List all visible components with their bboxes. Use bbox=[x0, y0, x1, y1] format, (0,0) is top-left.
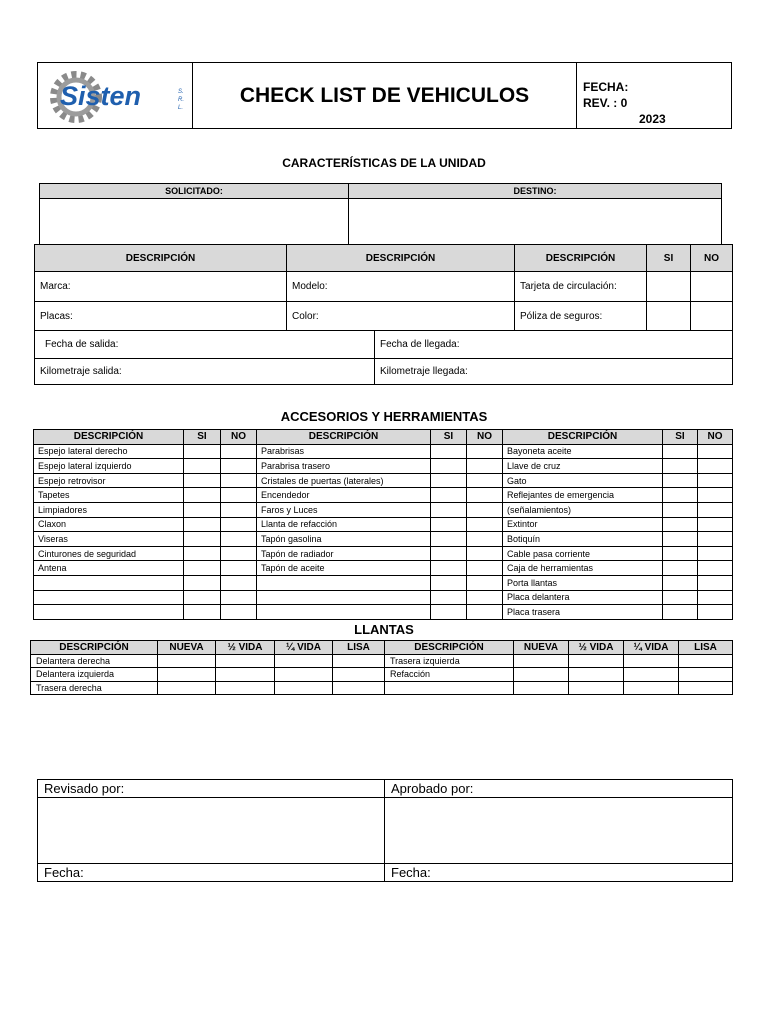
acc-header: NO bbox=[467, 430, 503, 445]
accesorios-row bbox=[34, 546, 733, 561]
accesorio-no-cell[interactable] bbox=[698, 444, 733, 459]
accesorio-no-cell[interactable] bbox=[698, 488, 733, 503]
accesorio-no-cell[interactable] bbox=[221, 473, 257, 488]
accesorios-row bbox=[34, 502, 733, 517]
accesorio-no-cell[interactable] bbox=[698, 605, 733, 620]
accesorio-label: Parabrisas bbox=[257, 444, 431, 459]
accesorio-no-cell[interactable] bbox=[221, 459, 257, 474]
accesorio-label: Cable pasa corriente bbox=[503, 546, 663, 561]
acc-header: SI bbox=[663, 430, 698, 445]
accesorio-si-cell[interactable] bbox=[184, 517, 221, 532]
acc-header: DESCRIPCIÓN bbox=[34, 430, 184, 445]
llantas-row bbox=[31, 668, 733, 682]
accesorio-label: Cinturones de seguridad bbox=[34, 546, 184, 561]
accesorio-si-cell[interactable] bbox=[663, 517, 698, 532]
llanta-state-cell[interactable] bbox=[624, 654, 679, 668]
accesorio-no-cell[interactable] bbox=[467, 444, 503, 459]
accesorio-no-cell[interactable] bbox=[698, 546, 733, 561]
accesorio-label: Parabrisa trasero bbox=[257, 459, 431, 474]
llanta-state-cell[interactable] bbox=[624, 668, 679, 682]
accesorio-si-cell[interactable] bbox=[431, 546, 467, 561]
llantas-header: ¼ VIDA bbox=[275, 641, 333, 655]
llantas-table bbox=[30, 640, 733, 695]
llanta-state-cell[interactable] bbox=[679, 668, 733, 682]
accesorio-label: Limpiadores bbox=[34, 502, 184, 517]
accesorio-label: Reflejantes de emergencia bbox=[503, 488, 663, 503]
llantas-header: LISA bbox=[679, 641, 733, 655]
llantas-header: NUEVA bbox=[514, 641, 569, 655]
accesorios-row bbox=[34, 517, 733, 532]
company-logo bbox=[38, 63, 193, 128]
accesorios-row bbox=[34, 459, 733, 474]
llanta-state-cell[interactable] bbox=[514, 681, 569, 695]
accesorio-no-cell[interactable] bbox=[698, 517, 733, 532]
llanta-state-cell[interactable] bbox=[514, 654, 569, 668]
unidad-table bbox=[34, 244, 733, 385]
accesorio-label: Tapón gasolina bbox=[257, 532, 431, 547]
accesorio-no-cell[interactable] bbox=[221, 502, 257, 517]
accesorio-si-cell[interactable] bbox=[431, 561, 467, 576]
solicitud-table bbox=[39, 183, 722, 245]
solicitado-field[interactable] bbox=[40, 199, 349, 245]
accesorio-si-cell[interactable] bbox=[663, 546, 698, 561]
llantas-row bbox=[31, 681, 733, 695]
llanta-label: Delantera derecha bbox=[31, 654, 158, 668]
accesorios-table bbox=[33, 429, 733, 620]
accesorio-no-cell[interactable] bbox=[221, 590, 257, 605]
accesorio-no-cell[interactable] bbox=[467, 488, 503, 503]
aprobado-signature-field[interactable] bbox=[385, 798, 733, 864]
accesorio-no-cell[interactable] bbox=[221, 561, 257, 576]
accesorio-label: Llave de cruz bbox=[503, 459, 663, 474]
llantas-title: LLANTAS bbox=[354, 622, 414, 637]
svg-text:L.: L. bbox=[178, 105, 184, 111]
llanta-state-cell[interactable] bbox=[514, 668, 569, 682]
accesorio-label: Placa trasera bbox=[503, 605, 663, 620]
accesorio-si-cell[interactable] bbox=[663, 502, 698, 517]
acc-header: SI bbox=[431, 430, 467, 445]
placas-field[interactable]: Placas: bbox=[35, 302, 287, 331]
accesorio-label: Extintor bbox=[503, 517, 663, 532]
llanta-state-cell[interactable] bbox=[158, 668, 216, 682]
accesorios-row bbox=[34, 488, 733, 503]
acc-header: NO bbox=[221, 430, 257, 445]
accesorios-row bbox=[34, 444, 733, 459]
llantas-header: NUEVA bbox=[158, 641, 216, 655]
document-meta bbox=[577, 63, 731, 128]
accesorios-row bbox=[34, 590, 733, 605]
accesorio-label bbox=[34, 590, 184, 605]
fecha-label: FECHA: bbox=[583, 80, 629, 94]
accesorio-si-cell[interactable] bbox=[431, 590, 467, 605]
accesorio-no-cell[interactable] bbox=[467, 532, 503, 547]
accesorio-label: Claxon bbox=[34, 517, 184, 532]
accesorio-no-cell[interactable] bbox=[221, 444, 257, 459]
accesorio-no-cell[interactable] bbox=[698, 561, 733, 576]
accesorio-label: Antena bbox=[34, 561, 184, 576]
svg-text:R.: R. bbox=[178, 97, 184, 103]
accesorio-si-cell[interactable] bbox=[431, 532, 467, 547]
desc-header-1: DESCRIPCIÓN bbox=[35, 245, 287, 272]
acc-header: NO bbox=[698, 430, 733, 445]
accesorio-label: Tapetes bbox=[34, 488, 184, 503]
accesorio-si-cell[interactable] bbox=[184, 575, 221, 590]
llanta-state-cell[interactable] bbox=[216, 668, 275, 682]
accesorios-row bbox=[34, 561, 733, 576]
llanta-state-cell[interactable] bbox=[679, 654, 733, 668]
accesorio-si-cell[interactable] bbox=[184, 488, 221, 503]
accesorio-si-cell[interactable] bbox=[663, 473, 698, 488]
accesorio-si-cell[interactable] bbox=[663, 459, 698, 474]
poliza-field: Póliza de seguros: bbox=[515, 302, 647, 331]
accesorio-no-cell[interactable] bbox=[467, 590, 503, 605]
modelo-field[interactable]: Modelo: bbox=[287, 272, 515, 302]
accesorio-no-cell[interactable] bbox=[467, 546, 503, 561]
accesorios-row bbox=[34, 532, 733, 547]
accesorio-label bbox=[257, 605, 431, 620]
accesorio-no-cell[interactable] bbox=[467, 502, 503, 517]
accesorio-si-cell[interactable] bbox=[663, 575, 698, 590]
accesorio-si-cell[interactable] bbox=[184, 532, 221, 547]
accesorio-no-cell[interactable] bbox=[467, 605, 503, 620]
accesorios-row bbox=[34, 575, 733, 590]
llanta-state-cell[interactable] bbox=[569, 681, 624, 695]
accesorio-si-cell[interactable] bbox=[184, 473, 221, 488]
accesorio-no-cell[interactable] bbox=[698, 590, 733, 605]
llanta-state-cell[interactable] bbox=[569, 654, 624, 668]
accesorio-si-cell[interactable] bbox=[663, 605, 698, 620]
llanta-state-cell[interactable] bbox=[216, 654, 275, 668]
accesorio-si-cell[interactable] bbox=[431, 444, 467, 459]
llanta-state-cell[interactable] bbox=[216, 681, 275, 695]
accesorio-label: Placa delantera bbox=[503, 590, 663, 605]
accesorios-title: ACCESORIOS Y HERRAMIENTAS bbox=[280, 409, 488, 424]
llantas-row bbox=[31, 654, 733, 668]
accesorio-label: Tapón de aceite bbox=[257, 561, 431, 576]
llantas-header: DESCRIPCIÓN bbox=[385, 641, 514, 655]
accesorio-label bbox=[34, 605, 184, 620]
rev-label: REV. : 0 bbox=[583, 96, 628, 110]
accesorio-si-cell[interactable] bbox=[431, 517, 467, 532]
si-header: SI bbox=[647, 245, 691, 272]
accesorio-label: (señalamientos) bbox=[503, 502, 663, 517]
accesorio-no-cell[interactable] bbox=[467, 459, 503, 474]
fecha-llegada-field[interactable]: Fecha de llegada: bbox=[375, 331, 733, 359]
accesorio-no-cell[interactable] bbox=[221, 517, 257, 532]
poliza-no-cell[interactable] bbox=[691, 302, 733, 331]
accesorio-label: Llanta de refacción bbox=[257, 517, 431, 532]
aprobado-label: Aprobado por: bbox=[385, 780, 733, 798]
llantas-header: ¼ VIDA bbox=[624, 641, 679, 655]
accesorio-si-cell[interactable] bbox=[184, 590, 221, 605]
llanta-state-cell[interactable] bbox=[333, 654, 385, 668]
accesorio-si-cell[interactable] bbox=[431, 459, 467, 474]
acc-header: SI bbox=[184, 430, 221, 445]
accesorio-no-cell[interactable] bbox=[698, 459, 733, 474]
accesorio-label bbox=[257, 575, 431, 590]
year-label: 2023 bbox=[639, 112, 666, 126]
llanta-label bbox=[385, 681, 514, 695]
accesorio-si-cell[interactable] bbox=[663, 532, 698, 547]
document-header bbox=[37, 62, 732, 129]
llanta-state-cell[interactable] bbox=[333, 668, 385, 682]
accesorio-si-cell[interactable] bbox=[431, 473, 467, 488]
accesorio-si-cell[interactable] bbox=[431, 488, 467, 503]
accesorio-label: Faros y Luces bbox=[257, 502, 431, 517]
km-salida-field[interactable]: Kilometraje salida: bbox=[35, 359, 375, 385]
accesorio-no-cell[interactable] bbox=[467, 473, 503, 488]
accesorio-si-cell[interactable] bbox=[431, 575, 467, 590]
aprobado-fecha-field[interactable]: Fecha: bbox=[385, 864, 733, 882]
accesorio-si-cell[interactable] bbox=[663, 444, 698, 459]
accesorio-no-cell[interactable] bbox=[467, 561, 503, 576]
revisado-fecha-field[interactable]: Fecha: bbox=[38, 864, 385, 882]
accesorio-label: Gato bbox=[503, 473, 663, 488]
poliza-si-cell[interactable] bbox=[647, 302, 691, 331]
accesorios-row bbox=[34, 473, 733, 488]
accesorio-label: Tapón de radiador bbox=[257, 546, 431, 561]
llanta-label: Delantera izquierda bbox=[31, 668, 158, 682]
accesorio-si-cell[interactable] bbox=[184, 561, 221, 576]
accesorio-si-cell[interactable] bbox=[431, 502, 467, 517]
tarjeta-field: Tarjeta de circulación: bbox=[515, 272, 647, 302]
llanta-state-cell[interactable] bbox=[679, 681, 733, 695]
accesorio-si-cell[interactable] bbox=[184, 444, 221, 459]
llanta-state-cell[interactable] bbox=[333, 681, 385, 695]
llantas-header: LISA bbox=[333, 641, 385, 655]
accesorio-no-cell[interactable] bbox=[221, 546, 257, 561]
accesorio-no-cell[interactable] bbox=[698, 502, 733, 517]
accesorio-no-cell[interactable] bbox=[698, 575, 733, 590]
llanta-state-cell[interactable] bbox=[158, 654, 216, 668]
llanta-label: Trasera derecha bbox=[31, 681, 158, 695]
accesorio-label bbox=[257, 590, 431, 605]
accesorios-row bbox=[34, 605, 733, 620]
llantas-header: DESCRIPCIÓN bbox=[31, 641, 158, 655]
color-field[interactable]: Color: bbox=[287, 302, 515, 331]
accesorio-si-cell[interactable] bbox=[663, 590, 698, 605]
llanta-state-cell[interactable] bbox=[624, 681, 679, 695]
accesorio-si-cell[interactable] bbox=[184, 502, 221, 517]
tarjeta-si-cell[interactable] bbox=[647, 272, 691, 302]
accesorio-no-cell[interactable] bbox=[467, 575, 503, 590]
accesorio-label: Espejo lateral derecho bbox=[34, 444, 184, 459]
revisado-label: Revisado por: bbox=[38, 780, 385, 798]
accesorio-no-cell[interactable] bbox=[698, 532, 733, 547]
desc-header-3: DESCRIPCIÓN bbox=[515, 245, 647, 272]
accesorio-no-cell[interactable] bbox=[698, 473, 733, 488]
llantas-header: ½ VIDA bbox=[216, 641, 275, 655]
llanta-label: Trasera izquierda bbox=[385, 654, 514, 668]
no-header: NO bbox=[691, 245, 733, 272]
accesorio-si-cell[interactable] bbox=[184, 546, 221, 561]
km-llegada-field[interactable]: Kilometraje llegada: bbox=[375, 359, 733, 385]
accesorio-si-cell[interactable] bbox=[184, 459, 221, 474]
accesorio-si-cell[interactable] bbox=[184, 605, 221, 620]
accesorio-si-cell[interactable] bbox=[663, 561, 698, 576]
accesorio-si-cell[interactable] bbox=[431, 605, 467, 620]
llanta-state-cell[interactable] bbox=[275, 681, 333, 695]
accesorio-label: Botiquín bbox=[503, 532, 663, 547]
accesorio-label: Caja de herramientas bbox=[503, 561, 663, 576]
llantas-header: ½ VIDA bbox=[569, 641, 624, 655]
acc-header: DESCRIPCIÓN bbox=[257, 430, 431, 445]
destino-field[interactable] bbox=[349, 199, 722, 245]
accesorio-label: Encendedor bbox=[257, 488, 431, 503]
accesorio-label: Espejo retrovisor bbox=[34, 473, 184, 488]
accesorio-no-cell[interactable] bbox=[467, 517, 503, 532]
accesorio-si-cell[interactable] bbox=[663, 488, 698, 503]
firmas-table bbox=[37, 779, 733, 882]
accesorio-label: Viseras bbox=[34, 532, 184, 547]
llanta-state-cell[interactable] bbox=[158, 681, 216, 695]
accesorio-label: Cristales de puertas (laterales) bbox=[257, 473, 431, 488]
accesorio-label bbox=[34, 575, 184, 590]
llanta-state-cell[interactable] bbox=[275, 668, 333, 682]
brand-wordmark: Sisten bbox=[60, 81, 142, 111]
document-title: CHECK LIST DE VEHICULOS bbox=[193, 63, 577, 128]
revisado-signature-field[interactable] bbox=[38, 798, 385, 864]
destino-header: DESTINO: bbox=[349, 184, 722, 199]
caracteristicas-title: CARACTERÍSTICAS DE LA UNIDAD bbox=[282, 156, 486, 170]
llanta-label: Refacción bbox=[385, 668, 514, 682]
accesorio-no-cell[interactable] bbox=[221, 488, 257, 503]
llanta-state-cell[interactable] bbox=[275, 654, 333, 668]
accesorio-no-cell[interactable] bbox=[221, 575, 257, 590]
marca-field[interactable]: Marca: bbox=[35, 272, 287, 302]
fecha-salida-field[interactable]: Fecha de salida: bbox=[35, 331, 375, 359]
accesorio-label: Porta llantas bbox=[503, 575, 663, 590]
tarjeta-no-cell[interactable] bbox=[691, 272, 733, 302]
desc-header-2: DESCRIPCIÓN bbox=[287, 245, 515, 272]
solicitado-header: SOLICITADO: bbox=[40, 184, 349, 199]
svg-text:S.: S. bbox=[178, 89, 184, 95]
accesorio-no-cell[interactable] bbox=[221, 532, 257, 547]
accesorio-no-cell[interactable] bbox=[221, 605, 257, 620]
accesorio-label: Espejo lateral izquierdo bbox=[34, 459, 184, 474]
acc-header: DESCRIPCIÓN bbox=[503, 430, 663, 445]
accesorio-label: Bayoneta aceite bbox=[503, 444, 663, 459]
llanta-state-cell[interactable] bbox=[569, 668, 624, 682]
